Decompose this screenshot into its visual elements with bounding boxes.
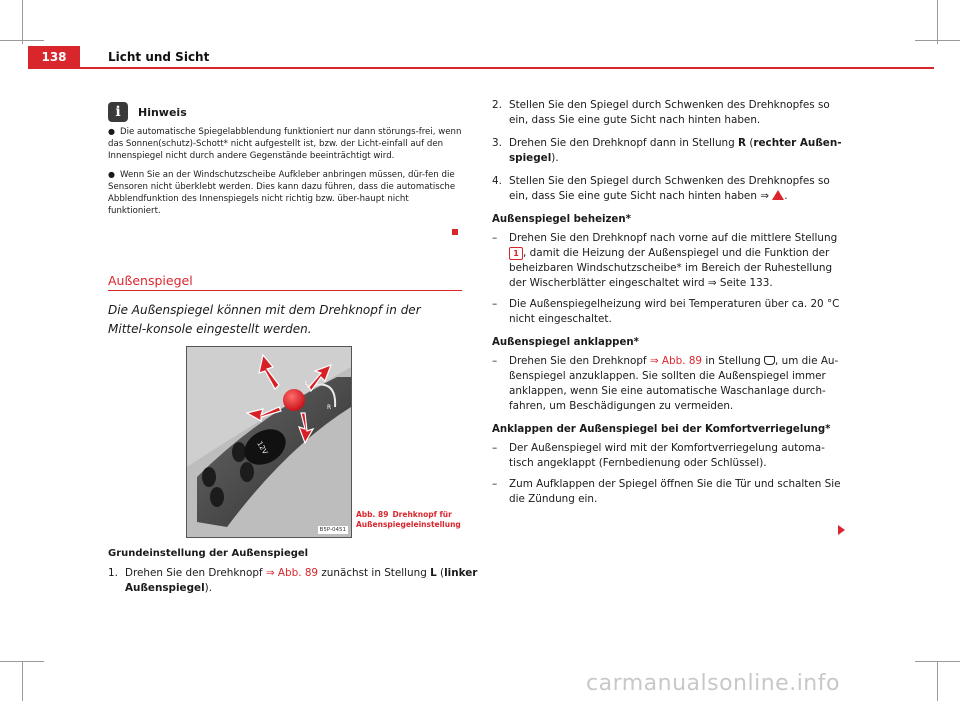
bullet-icon: ● <box>108 127 115 136</box>
step-4: 4. Stellen Sie den Spiegel durch Schwenken des Drehknopfes so ein, dass Sie eine gute Sicht nach hinten haben ⇒ . <box>492 175 830 202</box>
page-title: Licht und Sicht <box>108 50 210 64</box>
knob-r-label: R <box>327 404 332 411</box>
step-3: 3. Drehen Sie den Drehknopf dann in Stellung R (rechter Außen-spiegel). <box>492 137 842 164</box>
subheading-basic-setting: Grundeinstellung der Außenspiegel <box>108 548 309 559</box>
list-item: – Zum Aufklappen der Spiegel öffnen Sie die Tür und schalten Sie die Zündung ein. <box>492 478 841 505</box>
section-end-icon <box>452 229 458 235</box>
step-2: 2. Stellen Sie den Spiegel durch Schwenken des Drehknopfes so ein, dass Sie eine gute Sicht nach hinten haben. <box>492 99 830 126</box>
window-switch <box>210 487 224 507</box>
heading-fold-mirrors: Außenspiegel anklappen* <box>492 337 639 348</box>
section-title: Außenspiegel <box>108 273 193 288</box>
right-column <box>492 98 844 513</box>
list-item: – Drehen Sie den Drehknopf ⇒ Abb. 89 in Stellung , um die Au-ßenspiegel anzuklappen. Sie sollten die Außenspiegel immer anklappen, wenn Sie eine automatische Waschanlage durch-fahren, um Beschädigungen zu vermeiden. <box>492 355 839 412</box>
crop-mark <box>22 0 23 44</box>
caption-number: Abb. 89 <box>356 510 389 519</box>
note-box <box>108 100 462 223</box>
note-item: ● Die automatische Spiegelabblendung funktioniert nur dann störungs-frei, wenn das Sonnen(schutz)-Schott* nicht aufgestellt ist, bzw. der Licht-einfall auf den Innenspiegel nicht durch andere Gegenstände beeinträchtigt wird. <box>108 127 462 162</box>
note-title: Hinweis <box>138 105 187 119</box>
knob-l-label: L <box>305 380 309 387</box>
warning-icon[interactable] <box>772 190 784 200</box>
figure-knob-photo <box>186 346 352 538</box>
info-icon: i <box>108 102 128 122</box>
figure-caption <box>356 510 466 530</box>
crop-mark <box>22 661 23 701</box>
figure-link[interactable]: ⇒ Abb. 89 <box>649 355 703 367</box>
note-item: ● Wenn Sie an der Windschutzscheibe Aufkleber anbringen müssen, dür-fen die Sensoren nicht überklebt werden. Dies kann dazu führen, dass die automatische Abblendfunktion des Innenspiegels nicht richtig bzw. über-haupt nicht funktioniert. <box>108 169 456 217</box>
position-badge: 1 <box>509 247 523 260</box>
heading-heat-mirrors: Außenspiegel beheizen* <box>492 214 631 225</box>
figure-code: B5P-0451 <box>319 527 346 533</box>
caption-text: Drehknopf für Außenspiegeleinstellung <box>356 510 461 529</box>
list-item: – Die Außenspiegelheizung wird bei Temperaturen über ca. 20 °C nicht eingeschaltet. <box>492 298 840 325</box>
section-rule <box>108 290 462 291</box>
list-item: – Drehen Sie den Drehknopf nach vorne auf die mittlere Stellung 1 , damit die Heizung der Außenspiegel und die Funktion der beheizbaren Windschutzscheibe* im Bereich der Ruhestellung der Wischerblätter eingeschaltet wird ⇒ Seite 133. <box>492 232 838 289</box>
knob-illustration <box>187 347 351 537</box>
fold-mirror-icon <box>764 356 775 365</box>
note-header <box>108 100 462 124</box>
window-switch <box>202 467 216 487</box>
crop-mark <box>937 0 938 44</box>
heading-comfort-lock: Anklappen der Außenspiegel bei der Komfortverriegelung* <box>492 424 831 435</box>
watermark: carmanualsonline.info <box>586 671 840 696</box>
crop-mark <box>937 661 938 701</box>
section-intro: Die Außenspiegel können mit dem Drehknopf in der Mittel-konsole eingestellt werden. <box>108 303 421 336</box>
step-1: 1. Drehen Sie den Drehknopf ⇒ Abb. 89 zunächst in Stellung L (linker Außenspiegel). <box>108 567 478 594</box>
window-switch <box>232 442 246 462</box>
knob-temp-label: 12V <box>255 440 270 456</box>
continue-arrow-icon <box>838 525 845 535</box>
bullet-icon: ● <box>108 169 115 179</box>
page-number: 138 <box>28 46 80 68</box>
knob-center <box>283 389 305 411</box>
list-item: – Der Außenspiegel wird mit der Komfortverriegelung automa-tisch angeklappt (Fernbedienung oder Schlüssel). <box>492 442 825 469</box>
header-rule <box>28 67 934 69</box>
figure-link[interactable]: ⇒ Abb. 89 <box>265 567 319 579</box>
window-switch <box>240 462 254 482</box>
